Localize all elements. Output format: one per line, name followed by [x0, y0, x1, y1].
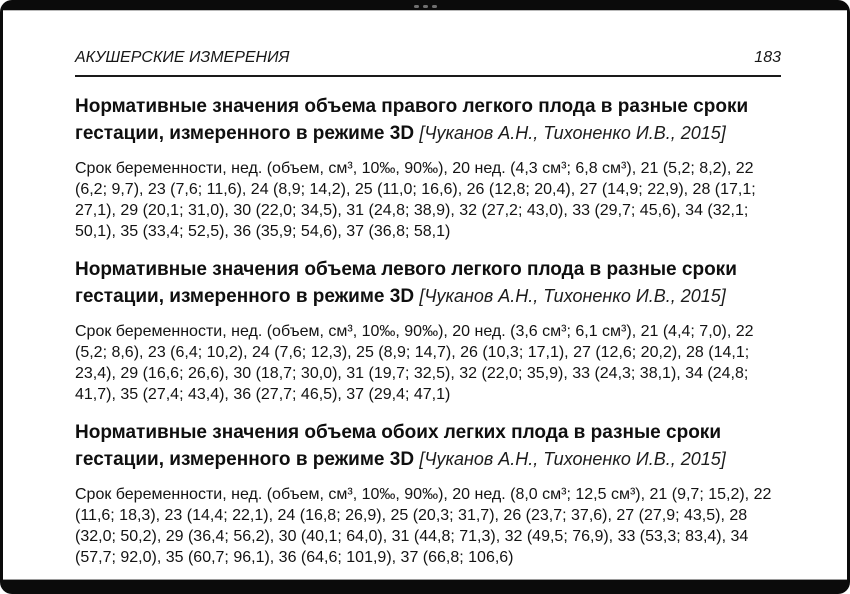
top-bar	[0, 0, 850, 10]
drag-handle-icon[interactable]	[414, 5, 437, 8]
header-rule	[75, 75, 781, 77]
entry-body-text: Срок беременности, нед. (объем, см³, 10‰, 90‰), 20 нед. (8,0 см³; 12,5 см³), 21 (9,7; 15,2), 22 (11,6; 18,3), 23 (14,4; 22,1), 24 (16,8; 26,9), 25 (20,3; 31,7), 26 (23,7; 37,6), 27 (27,9; 43,5), 28 (32,0; 50,2), 29 (36,4; 56,2), 30 (40,1; 64,0), 31 (44,8; 71,3), 32 (49,5; 76,9), 33 (53,3; 83,4), 34 (57,7; 92,0), 35 (60,7; 96,1), 36 (64,6; 101,9), 37 (66,8; 106,6)	[75, 486, 772, 566]
entry-title-text: Нормативные значения объема обоих легких плода в разные сроки гестации, измеренного в режиме 3D	[75, 422, 721, 470]
entry-attribution: [Чуканов А.Н., Тихоненко И.В., 2015]	[419, 123, 726, 143]
handle-dot	[414, 5, 419, 8]
running-head	[75, 47, 781, 68]
entry-body-text: Срок беременности, нед. (объем, см³, 10‰, 90‰), 20 нед. (4,3 см³; 6,8 см³), 21 (5,2; 8,2), 22 (6,2; 9,7), 23 (7,6; 11,6), 24 (8,9; 14,2), 25 (11,0; 16,6), 26 (12,8; 20,4), 27 (14,9; 22,9), 28 (17,1; 27,1), 29 (20,1; 31,0), 30 (22,0; 34,5), 31 (24,8; 38,9), 32 (27,2; 43,0), 33 (29,7; 45,6), 34 (32,1; 50,1), 35 (33,4; 52,5), 36 (35,9; 54,6), 37 (36,8; 58,1)	[75, 160, 756, 240]
handle-dot	[432, 5, 437, 8]
entry-both-lungs	[75, 419, 781, 568]
entry-title-text: Нормативные значения объема правого легкого плода в разные сроки гестации, измеренного в режиме 3D	[75, 96, 749, 144]
running-head-title: АКУШЕРСКИЕ ИЗМЕРЕНИЯ	[75, 49, 290, 66]
entry-attribution: [Чуканов А.Н., Тихоненко И.В., 2015]	[419, 449, 726, 469]
entry-title	[75, 93, 781, 147]
entry-title	[75, 256, 781, 310]
entry-title-text: Нормативные значения объема левого легкого плода в разные сроки гестации, измеренного в режиме 3D	[75, 259, 737, 307]
handle-dot	[423, 5, 428, 8]
page-number: 183	[754, 49, 781, 66]
entry-left-lung	[75, 256, 781, 405]
entry-title	[75, 419, 781, 473]
entry-body-text: Срок беременности, нед. (объем, см³, 10‰, 90‰), 20 нед. (3,6 см³; 6,1 см³), 21 (4,4; 7,0), 22 (5,2; 8,6), 23 (6,4; 10,2), 24 (7,6; 12,3), 25 (8,9; 14,7), 26 (10,3; 17,1), 27 (12,6; 20,2), 28 (14,1; 23,4), 29 (16,6; 26,6), 30 (18,7; 30,0), 31 (19,7; 32,5), 32 (22,0; 35,9), 33 (24,3; 38,1), 34 (24,8; 41,7), 35 (27,4; 43,4), 36 (27,7; 46,5), 37 (29,4; 47,1)	[75, 323, 754, 403]
entry-right-lung	[75, 93, 781, 242]
document-page	[3, 10, 847, 580]
entry-attribution: [Чуканов А.Н., Тихоненко И.В., 2015]	[419, 286, 726, 306]
